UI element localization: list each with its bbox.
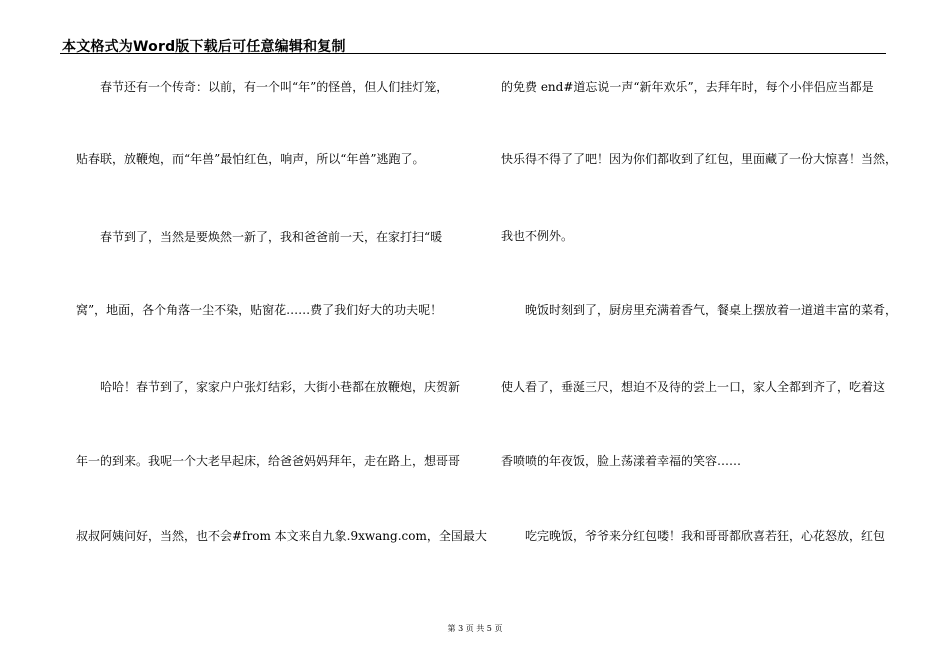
right-paragraph-1-line-3: 我也不例外。	[501, 229, 574, 243]
right-paragraph-1-line-1: 的免费 end#道忘说一声“新年欢乐”，去拜年时，每个小伴侣应当都是	[501, 80, 874, 94]
left-paragraph-3-line-2: 年一的到来。我呢一个大老早起床，给爸爸妈妈拜年，走在路上，想哥哥	[76, 454, 461, 468]
page-number: 第 3 页 共 5 页	[447, 624, 503, 633]
header-divider	[60, 53, 886, 54]
left-paragraph-2-line-2: 窝”，地面，各个角落一尘不染，贴窗花……费了我们好大的功夫呢！	[76, 303, 443, 317]
document-header-title: 本文格式为Word版下载后可任意编辑和复制	[62, 39, 346, 55]
right-paragraph-1-line-2: 快乐得不得了了吧！因为你们都收到了红包，里面藏了一份大惊喜！当然，	[501, 152, 898, 166]
left-paragraph-2-line-1: 春节到了，当然是要焕然一新了，我和爸爸前一天，在家打扫“暖	[100, 230, 443, 244]
left-paragraph-1-line-1: 春节还有一个传奇：以前，有一个叫“年”的怪兽，但人们挂灯笼，	[100, 80, 449, 94]
left-paragraph-1-line-2: 贴春联，放鞭炮，而“年兽”最怕红色，响声，所以“年兽”逃跑了。	[76, 152, 425, 166]
right-paragraph-2-line-1: 晚饭时刻到了，厨房里充满着香气，餐桌上摆放着一道道丰富的菜肴，	[525, 303, 898, 317]
right-paragraph-3-line-1: 吃完晚饭，爷爷来分红包喽！我和哥哥都欣喜若狂，心花怒放，红包	[525, 529, 886, 543]
left-paragraph-3-line-3: 叔叔阿姨问好，当然，也不会#from 本文来自九象.9xwang.com，全国最大	[76, 529, 487, 543]
right-paragraph-2-line-3: 香喷喷的年夜饭，脸上荡漾着幸福的笑容……	[501, 454, 742, 468]
right-paragraph-2-line-2: 使人看了，垂涎三尺，想迫不及待的尝上一口，家人全都到齐了，吃着这	[501, 380, 886, 394]
left-paragraph-3-line-1: 哈哈！春节到了，家家户户张灯结彩，大街小巷都在放鞭炮，庆贺新	[100, 380, 461, 394]
